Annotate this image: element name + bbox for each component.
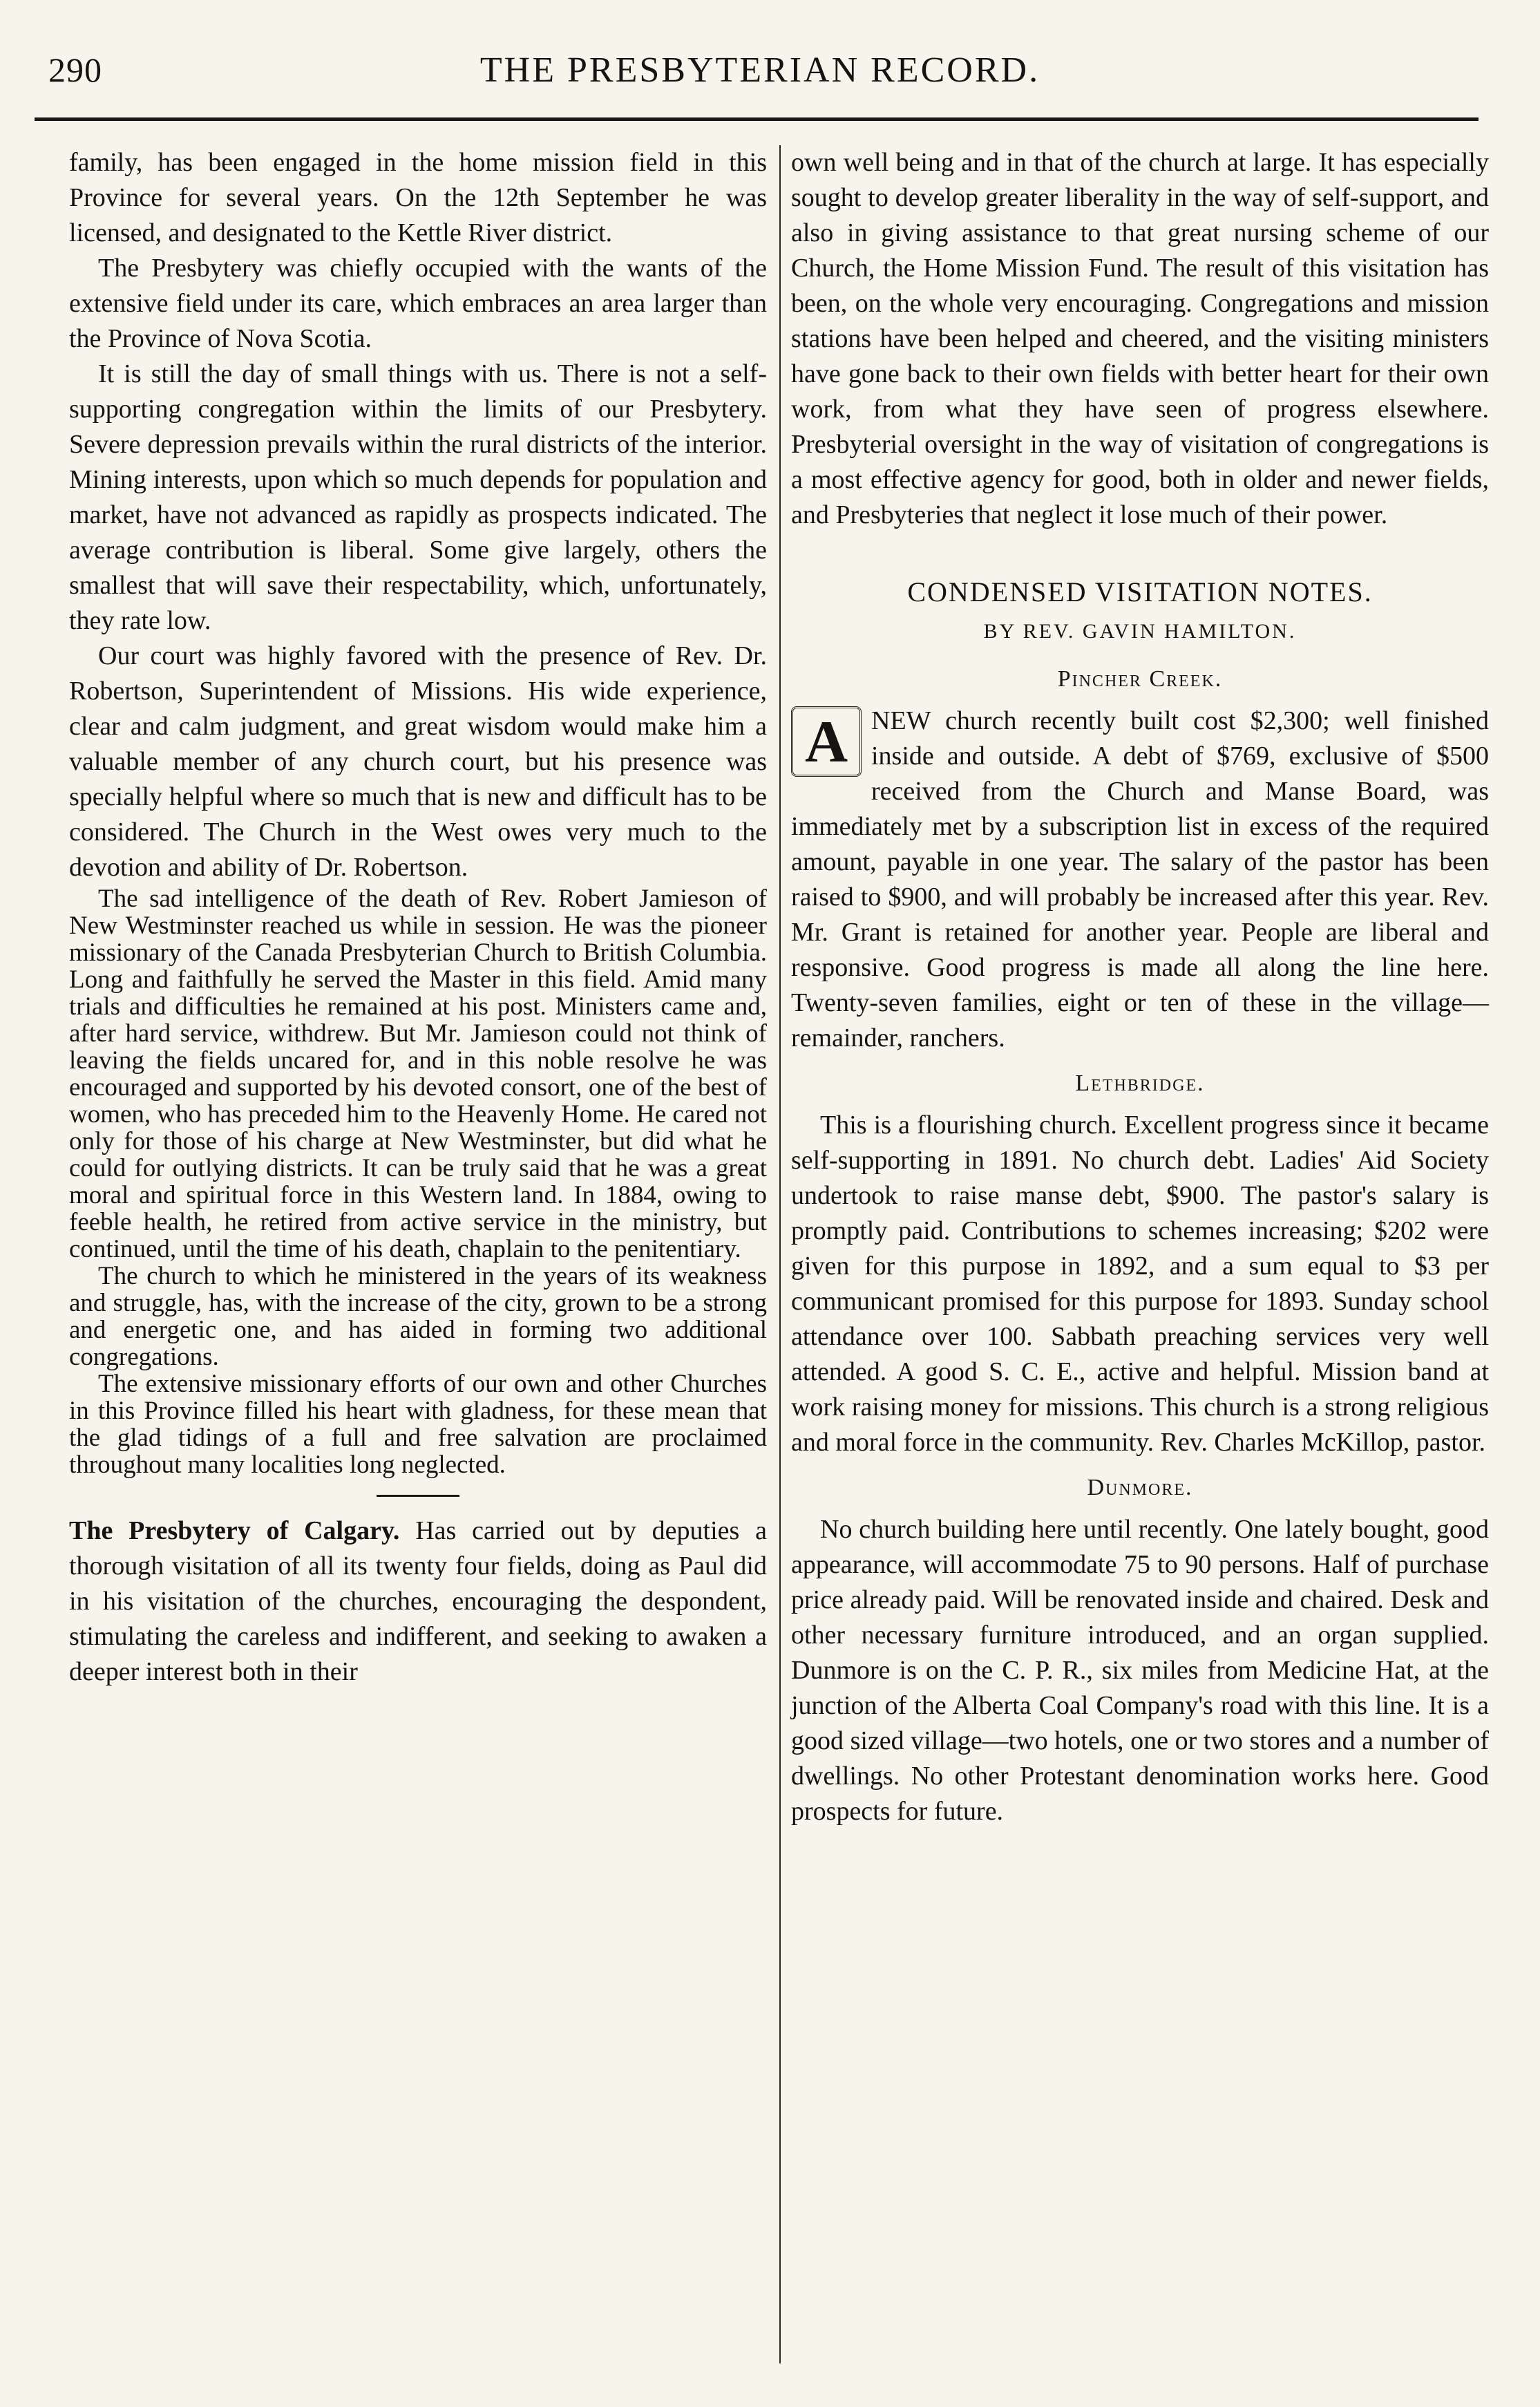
left-paragraph-4: Our court was highly favored with the presence of Rev. Dr. Robertson, Superintendent of Missions. His wide experience, clear and calm judgment, and great wisdom would make him a valuable member of any church court, but his presence was specially helpful where so much that is new and difficult has to be considered. The Church in the West owes very much to the devotion and ability of Dr. Robertson.	[69, 641, 767, 882]
calgary-sidehead: The Presbytery of Calgary.	[69, 1516, 400, 1545]
calgary-text: Has carried out by deputies a thorough visitation of all its twenty four fields, doing as Paul did in his visitation of the churches, encouraging the despondent, stimulating the careless and indifferent, and seeking to awaken a deeper interest both in their	[69, 1516, 768, 1686]
left-paragraph-8	[69, 1513, 767, 1690]
left-paragraph-7: The extensive missionary efforts of our own and other Churches in this Province filled his heart with gladness, for these mean that the glad tidings of a full and free salvation are proclaimed throughout many localities long neglected.	[69, 1370, 767, 1479]
running-head: THE PRESBYTERIAN RECORD.	[479, 50, 1040, 90]
dunmore-paragraph: No church building here until recently. One lately bought, good appearance, will accommodate 75 to 90 persons. Half of purchase price already paid. Will be renovated inside and chaired. Desk and other necessary furniture introduced, and an organ supplied. Dunmore is on the C. P. R., six miles from Medicine Hat, at the junction of the Alberta Coal Company's road with this line. It is a good sized village—two hotels, one or two stores and a number of dwellings. No other Protestant denomination works here. Good prospects for future.	[791, 1515, 1489, 1826]
left-paragraph-6: The church to which he ministered in the years of its weakness and struggle, has, with the increase of the city, grown to be a strong and energetic one, and has aided in forming two additional congregations.	[69, 1262, 767, 1371]
right-column	[791, 145, 1489, 1829]
header-rule	[35, 117, 1479, 121]
page-number: 290	[48, 50, 102, 89]
section-title: CONDENSED VISITATION NOTES.	[907, 576, 1373, 607]
subhead-lethbridge: Lethbridge.	[1075, 1070, 1205, 1096]
pincher-creek-text: NEW church recently built cost $2,300; well finished inside and outside. A debt of $769, exclusive of $500 received from the Church and Manse Board, was immediately met by a subscription list in excess of the required amount, payable in one year. The salary of the pastor has been raised to $900, and will probably be increased after this year. Rev. Mr. Grant is retained for another year. People are liberal and responsive. Good progress is made all along the line here. Twenty-seven families, eight or ten of these in the village—remainder, ranchers.	[791, 706, 1489, 1053]
lethbridge-paragraph: This is a flourishing church. Excellent progress since it became self-supporting in 1891. No church debt. Ladies' Aid Society undertook to raise manse debt, $900. The pastor's salary is promptly paid. Contributions to schemes increasing; $202 were given for this purpose in 1892, and a sum equal to $3 per communicant promised for this purpose for 1893. Sunday school attendance over 100. Sabbath preaching services very well attended. A good S. C. E., active and helpful. Mission band at work raising money for missions. This church is a strong religious and moral force in the community. Rev. Charles McKillop, pastor.	[791, 1111, 1489, 1457]
left-column	[69, 145, 767, 1690]
page-header	[48, 50, 1472, 105]
left-paragraph-2: The Presbytery was chiefly occupied with the wants of the extensive field under its care, which embraces an area larger than the Province of Nova Scotia.	[69, 254, 767, 353]
section-divider-rule	[377, 1495, 459, 1497]
left-paragraph-3: It is still the day of small things with us. There is not a self-supporting congregation within the limits of our Presbytery. Severe depression prevails within the rural districts of the interior. Mining interests, upon which so much depends for population and market, have not advanced as rapidly as prospects indicated. The average contribution is liberal. Some give largely, others the smallest that will save their respectability, which, unfortunately, they rate low.	[69, 359, 767, 635]
byline: BY REV. GAVIN HAMILTON.	[983, 620, 1297, 643]
pincher-creek-paragraph	[791, 704, 1489, 1056]
subhead-dunmore: Dunmore.	[1087, 1475, 1193, 1500]
right-paragraph-1: own well being and in that of the church at large. It has especially sought to develop greater liberality in the way of self-support, and also in giving assistance to that great nursing scheme of our Church, the Home Mission Fund. The result of this visitation has been, on the whole very encouraging. Congregations and mission stations have been helped and cheered, and the visiting ministers have gone back to their own fields with better heart for their own work, from what they have seen of progress elsewhere. Presbyterial oversight in the way of visitation of congregations is a most effective agency for good, both in older and newer fields, and Presbyteries that neglect it lose much of their power.	[791, 148, 1489, 529]
left-paragraph-5: The sad intelligence of the death of Rev. Robert Jamieson of New Westminster reached us while in session. He was the pioneer missionary of the Canada Presbyterian Church to British Columbia. Long and faithfully he served the Master in this field. Amid many trials and difficulties he remained at his post. Ministers came and, after hard service, withdrew. But Mr. Jamieson could not think of leaving the fields uncared for, and in this noble resolve he was encouraged and supported by his devoted consort, one of the best of women, who has preceded him to the Heavenly Home. He cared not only for those of his charge at New Westminster, but did what he could for outlying districts. It can be truly said that he was a great moral and spiritual force in this Western land. In 1884, owing to feeble health, he retired from active service in the ministry, but continued, until the time of his death, chaplain to the penitentiary.	[69, 885, 767, 1263]
subhead-pincher-creek: Pincher Creek.	[1057, 666, 1223, 692]
drop-cap-letter: A	[791, 706, 862, 777]
column-divider	[779, 145, 781, 2363]
left-paragraph-1: family, has been engaged in the home mission field in this Province for several years. On the 12th September he was licensed, and designated to the Kettle River district.	[69, 148, 767, 247]
